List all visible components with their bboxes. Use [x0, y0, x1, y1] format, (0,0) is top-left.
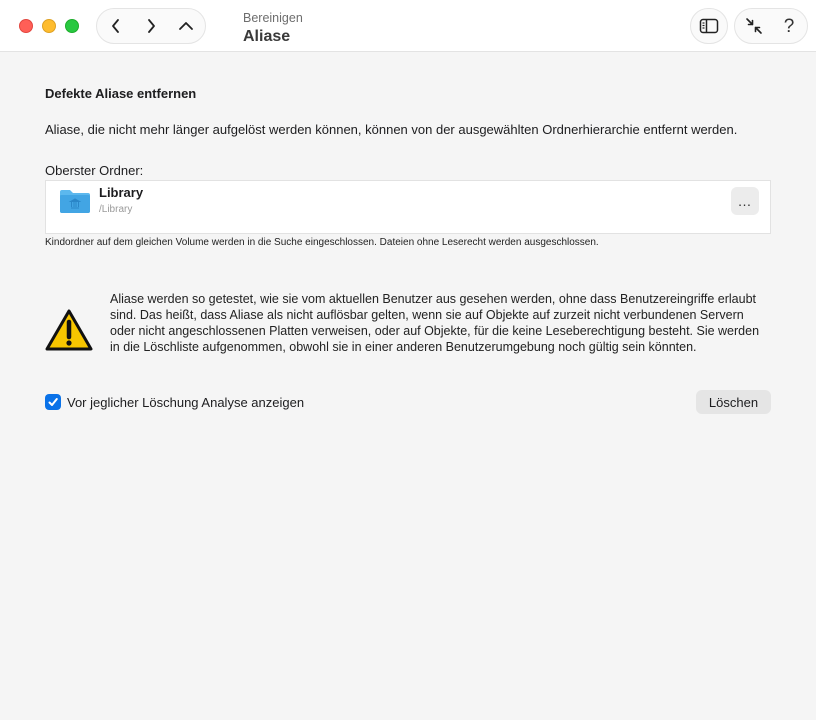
forward-button[interactable]: [134, 9, 168, 43]
breadcrumb: Bereinigen: [243, 11, 303, 25]
folder-hint: Kindordner auf dem gleichen Volume werden in die Suche eingeschlossen. Dateien ohne Leserecht werden ausgeschlossen.: [45, 237, 599, 248]
minimize-window-button[interactable]: [42, 19, 56, 33]
back-button[interactable]: [99, 9, 133, 43]
analyze-checkbox[interactable]: [45, 394, 61, 410]
collapse-arrows-icon: [745, 17, 763, 35]
sidebar-toggle-button[interactable]: [690, 8, 728, 44]
delete-button[interactable]: Löschen: [696, 390, 771, 414]
chevron-up-icon: [178, 20, 194, 32]
folder-path: /Library: [99, 204, 133, 215]
section-description: Aliase, die nicht mehr länger aufgelöst werden können, können von der ausgewählten Ordnerhierarchie entfernt werden.: [45, 122, 738, 137]
warning-icon: [45, 308, 93, 352]
collapse-button[interactable]: [737, 9, 771, 43]
zoom-window-button[interactable]: [65, 19, 79, 33]
toolbar-right-group: [734, 8, 808, 44]
page-title: Aliase: [243, 28, 291, 45]
folder-icon: [59, 188, 91, 214]
analyze-option[interactable]: [45, 394, 304, 410]
help-button[interactable]: [772, 9, 806, 43]
up-button[interactable]: [169, 9, 203, 43]
title-block: [243, 11, 303, 47]
choose-folder-button[interactable]: …: [731, 187, 759, 215]
checkmark-icon: [47, 396, 59, 408]
section-title: Defekte Aliase entfernen: [45, 86, 197, 101]
folder-label: Oberster Ordner:: [45, 163, 144, 178]
sidebar-toggle-icon: [699, 18, 719, 34]
chevron-right-icon: [145, 18, 157, 34]
chevron-left-icon: [110, 18, 122, 34]
toolbar: [0, 0, 816, 52]
navigation-group: [96, 8, 206, 44]
help-icon: ?: [783, 15, 795, 37]
analyze-label: Vor jeglicher Löschung Analyse anzeigen: [67, 394, 305, 410]
warning-text: Aliase werden so getestet, wie sie vom aktuellen Benutzer aus gesehen werden, ohne dass Benutzereingriffe erlaubt sind. Das heißt, dass Aliase als nicht auflösbar gelten, wenn sie auf Objekte auf zurzeit nicht verbundenen Servern oder nicht angeschlossenen Platten verweisen, oder auf Objekte, für die keine Leseberechtigung besteht. Sie werden in die Löschliste aufgenommen, obwohl sie in einer anderen Benutzerumgebung noch gültig sein könnten.: [110, 292, 760, 354]
folder-selector[interactable]: [45, 180, 771, 234]
folder-name: Library: [99, 185, 144, 200]
close-window-button[interactable]: [19, 19, 33, 33]
